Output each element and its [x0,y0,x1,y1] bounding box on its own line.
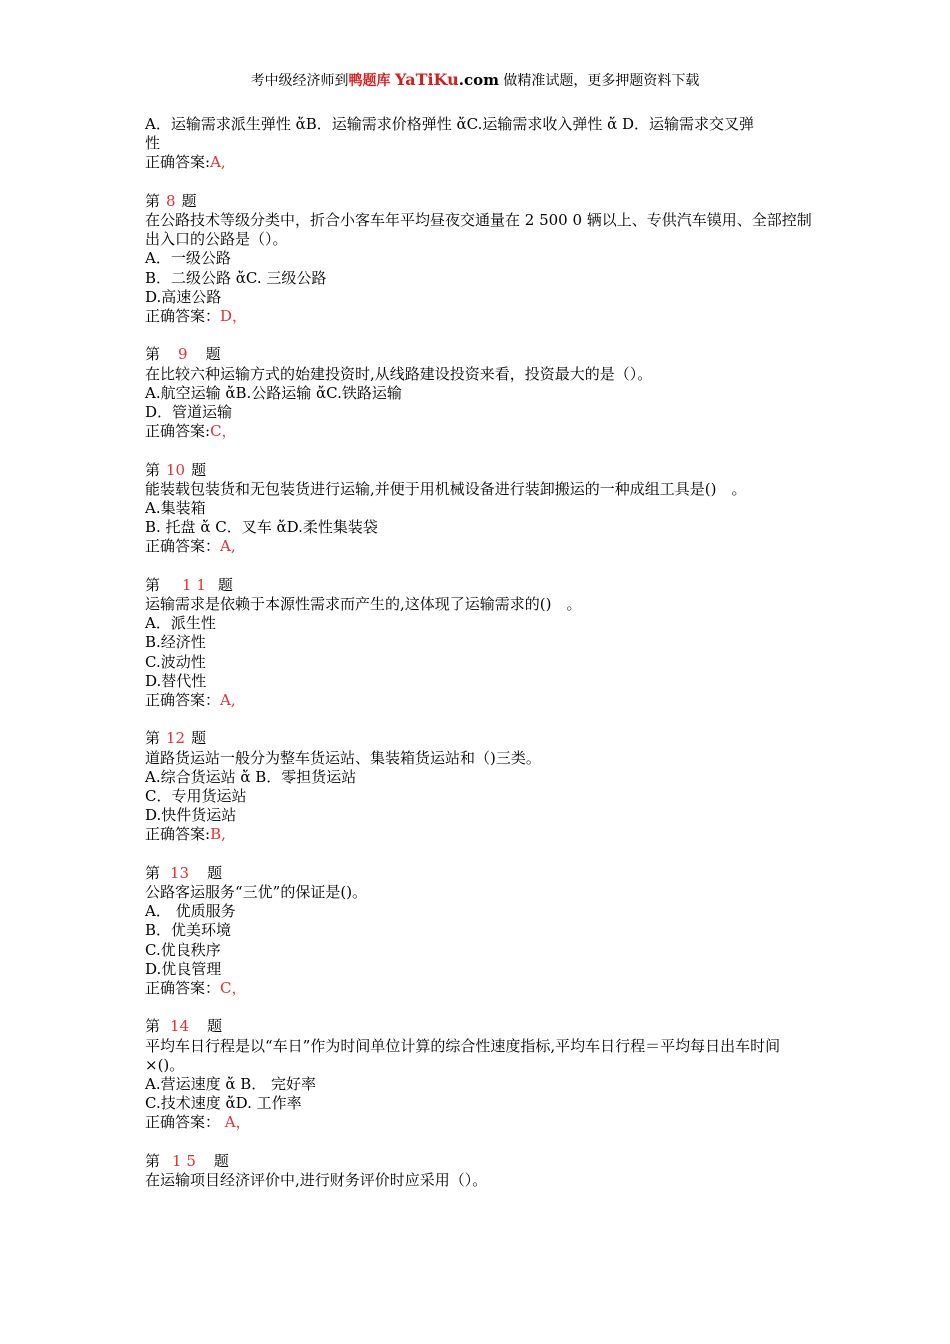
q11-option: A．派生性 [145,614,216,633]
q13-option: B．优美环境 [145,921,232,940]
q-prefix: 第 [145,729,161,748]
q14-option: C.技术速度 ἄD. 工作率 [145,1094,302,1113]
answer-label: 正确答案: [145,153,211,172]
q11-option: B.经济性 [145,633,206,652]
answer-value: A, [210,153,226,172]
q9-stem: 在比较六种运输方式的始建投资时,从线路建设投资来看，投资最大的是（）。 [145,364,653,383]
q-number: 13 [170,863,190,882]
answer-value: D， [220,307,248,326]
q14-option: A.营运速度 ἄ B． 完好率 [145,1075,317,1094]
answer-value: A, [220,691,236,710]
answer-label: 正确答案： [145,979,221,998]
q15-heading [145,1152,815,1171]
q8-answer [145,307,815,326]
q10-option: A.集装箱 [145,499,206,518]
q8-option: D.高速公路 [145,287,222,306]
q12-heading [145,729,815,748]
q12-option: A.综合货运站 ἄ B．零担货运站 [145,767,357,786]
header-prefix: 考中级经济师到 [250,73,349,89]
q9-heading [145,345,815,364]
q-number: 12 [166,729,186,748]
q-number: 10 [166,460,186,479]
q12-answer [145,825,815,844]
q9-option: D．管道运输 [145,403,233,422]
header-suffix: 做精准试题，更多押题资料下载 [498,73,700,89]
q-suffix: 题 [213,1151,229,1170]
q8-heading [145,192,815,211]
q10-answer [145,537,815,556]
q13-option: D.优良管理 [145,959,222,978]
q-number: 9 [178,345,188,364]
q15-stem: 在运输项目经济评价中,进行财务评价时应采用（）。 [145,1171,488,1190]
q-suffix: 题 [181,191,197,210]
q12-option: C．专用货运站 [145,787,247,806]
q13-option: A． 优质服务 [145,902,236,921]
answer-value: B, [210,825,226,844]
q-prefix: 第 [145,460,161,479]
q11-stem: 运输需求是依赖于本源性需求而产生的,这体现了运输需求的() 。 [145,595,582,614]
q7-options-line2: 性 [145,134,161,153]
q10-option: B. 托盘 ἄ C．叉车 ἄD.柔性集装袋 [145,518,378,537]
q11-option: D.替代性 [145,671,207,690]
q8-option: B．二级公路 ἄC. 三级公路 [145,268,327,287]
q8-stem: 在公路技术等级分类中，折合小客车年平均昼夜交通量在 2 500 0 辆以上、专供汽车镆用、全部控制出入口的公路是（）。 [145,211,812,249]
q-prefix: 第 [145,863,161,882]
answer-value: C， [210,422,237,441]
q-number: 8 [166,191,176,210]
q9-option: A.航空运输 ἄB.公路运输 ἄC.铁路运输 [145,383,402,402]
q-prefix: 第 [145,191,161,210]
q10-heading [145,461,815,480]
answer-label: 正确答案： [145,1113,221,1132]
answer-value: A, [220,537,236,556]
answer-label: 正确答案： [145,691,221,710]
answer-label: 正确答案： [145,307,221,326]
q11-heading [145,576,815,595]
q-suffix: 题 [207,863,223,882]
q7-answer [145,153,815,172]
q8-option: A．一级公路 [145,249,231,268]
question-list [145,115,815,1190]
q-prefix: 第 [145,575,161,594]
header-brand-cn[interactable]: 鸭题库 [348,73,391,89]
q-suffix: 题 [205,345,221,364]
answer-label: 正确答案： [145,537,221,556]
q-number: 1 1 [182,575,206,594]
q11-answer [145,691,815,710]
q13-answer [145,979,815,998]
q7-options-line1: A．运输需求派生弹性 ἄB．运输需求价格弹性 ἄC.运输需求收入弹性 ἄ D．运输需求交叉弹 [145,115,755,133]
q-suffix: 题 [191,460,207,479]
q-prefix: 第 [145,1151,161,1170]
q11-option: C.波动性 [145,652,206,671]
q-prefix: 第 [145,345,161,364]
q13-option: C.优良秩序 [145,940,221,959]
q-suffix: 题 [207,1017,223,1036]
q13-heading [145,864,815,883]
q-number: 14 [170,1017,190,1036]
answer-value: C， [220,979,247,998]
q-number: 1 5 [172,1151,196,1170]
header-brand-domain[interactable]: .com [458,71,499,89]
q-suffix: 题 [217,575,233,594]
header-brand-en[interactable]: YaTiKu [395,70,459,89]
q12-stem: 道路货运站一般分为整车货运站、集装箱货运站和（)三类。 [145,748,541,767]
q14-answer [145,1113,815,1132]
answer-value: A， [220,1113,251,1132]
q-prefix: 第 [145,1017,161,1036]
q13-stem: 公路客运服务“三优”的保证是()。 [145,883,368,902]
q10-stem: 能装载包装货和无包装货进行运输,并便于用机械设备进行装卸搬运的一种成组工具是() 。 [145,479,747,498]
q14-stem: 平均车日行程是以“车日”作为时间单位计算的综合性速度指标,平均车日行程＝平均每日出车时间×()。 [145,1036,781,1074]
q9-answer [145,422,815,441]
q12-option: D.快件货运站 [145,806,237,825]
answer-label: 正确答案: [145,825,211,844]
q14-heading [145,1017,815,1036]
page-header [0,70,950,91]
q-suffix: 题 [191,729,207,748]
answer-label: 正确答案: [145,422,211,441]
